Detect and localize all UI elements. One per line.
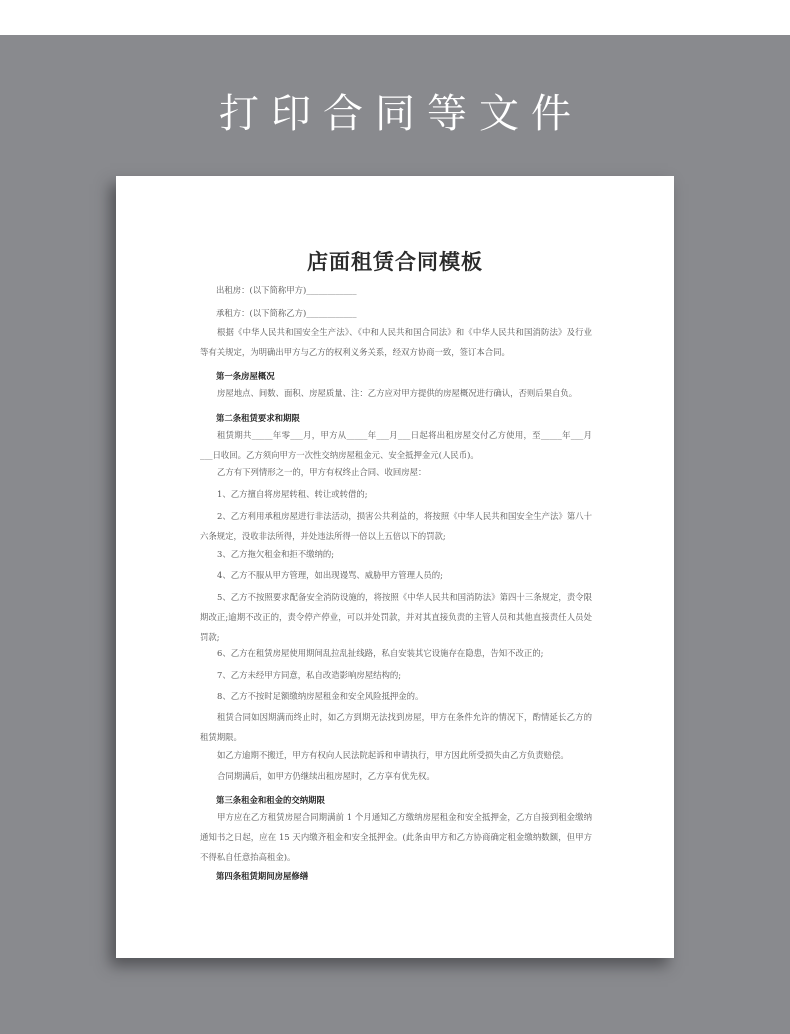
document-page [116, 176, 674, 958]
list-item: 3、乙方拖欠租金和拒不缴纳的; [217, 549, 335, 559]
section-heading: 第三条租金和租金的交纳期限 [216, 795, 325, 805]
section-heading: 第一条房屋概况 [216, 371, 275, 381]
section-paragraph: 乙方有下列情形之一的，甲方有权终止合同、收回房屋： [217, 467, 427, 477]
section-paragraph: 甲方应在乙方租赁房屋合同期满前 1 个月通知乙方缴纳房屋租金和安全抵押金，乙方自接到租金缴纳通知书之日起，应在 15 天内缴齐租金和安全抵押金。(此条由甲方和乙方协商确定租金缴纳数额，但甲方不得私自任意抬高租金)。 [200, 812, 592, 862]
section-paragraph: 房屋地点、间数、面积、房屋质量、注：乙方应对甲方提供的房屋概况进行确认，否则后果自负。 [217, 388, 578, 398]
preamble-paragraph: 根据《中华人民共和国安全生产法》、《中和人民共和国合同法》和《中华人民共和国消防法》及行业等有关规定，为明确出甲方与乙方的权利义务关系，经双方协商一致，签订本合同。 [200, 327, 592, 357]
section-paragraph: 租赁合同如因期满而终止时，如乙方到期无法找到房屋，甲方在条件允许的情况下，酌情延长乙方的租赁期限。 [200, 712, 592, 742]
section-paragraph: 租赁期共_____年零___月，甲方从_____年___月___日起将出租房屋交付乙方使用，至_____年___月___日收回。乙方须向甲方一次性交纳房屋租金元、安全抵押金元(人民币)。 [200, 430, 592, 460]
top-white-strip [0, 0, 790, 35]
list-item: 4、乙方不服从甲方管理，如出现谩骂、威胁甲方管理人员的; [217, 570, 443, 580]
section-heading: 第二条租赁要求和期限 [216, 413, 300, 423]
list-item: 1、乙方擅自将房屋转租、转让或转借的; [217, 489, 368, 499]
list-item: 5、乙方不按照要求配备安全消防设施的，将按照《中华人民共和国消防法》第四十三条规定，责令限期改正;逾期不改正的，责令停产停业，可以并处罚款，并对其直接负责的主管人员和其他直接责任人员处罚款; [200, 592, 592, 642]
section-heading: 第四条租赁期间房屋修缮 [216, 871, 309, 881]
section-paragraph: 如乙方逾期不搬迁，甲方有权向人民法院起诉和申请执行，甲方因此所受损失由乙方负责赔偿。 [217, 750, 569, 760]
list-item: 2、乙方利用承租房屋进行非法活动，损害公共利益的，将按照《中华人民共和国安全生产法》第八十六条规定，没收非法所得，并处违法所得一倍以上五倍以下的罚款; [200, 511, 592, 541]
list-item: 7、乙方未经甲方同意，私自改造影响房屋结构的; [217, 670, 402, 680]
document-title: 店面租赁合同模板 [307, 250, 483, 274]
list-item: 8、乙方不按时足额缴纳房屋租金和安全风险抵押金的。 [217, 691, 424, 701]
list-item: 6、乙方在租赁房屋使用期间乱拉乱扯线路，私自安装其它设施存在隐患，告知不改正的; [217, 648, 544, 658]
lessor-line: 出租房：(以下简称甲方)____________ [216, 285, 357, 295]
section-paragraph: 合同期满后，如甲方仍继续出租房屋时，乙方享有优先权。 [217, 771, 435, 781]
lessee-line: 承租方：(以下简称乙方)____________ [216, 308, 357, 318]
banner-headline: 打印合同等文件 [219, 91, 583, 137]
